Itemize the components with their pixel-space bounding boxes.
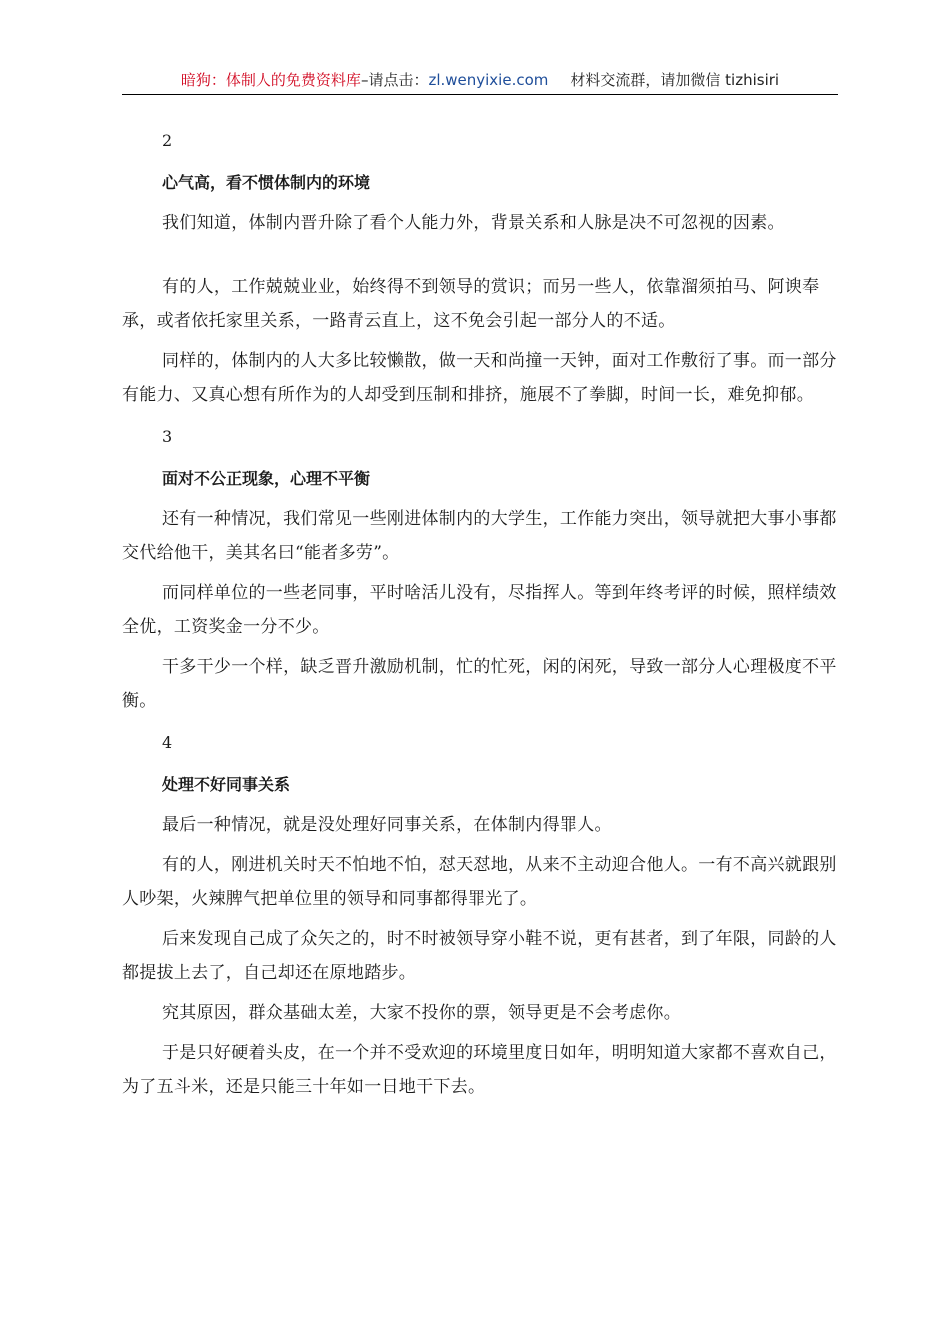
paragraph: 最后一种情况，就是没处理好同事关系，在体制内得罪人。	[162, 815, 612, 835]
paragraph: 还有一种情况，我们常见一些刚进体制内的大学生，工作能力突出，领导就把大事小事都交代给他干，美其名曰“能者多劳”。	[122, 509, 837, 563]
paragraph: 有的人，工作兢兢业业，始终得不到领导的赏识；而另一些人，依靠溜须拍马、阿谀奉承，或者依托家里关系，一路青云直上，这不免会引起一部分人的不适。	[122, 277, 820, 331]
section-heading: 面对不公正现象，心理不平衡	[162, 469, 371, 488]
section-number: 2	[162, 131, 173, 150]
header-contact: 材料交流群，请加微信 tizhisiri	[570, 71, 780, 89]
paragraph: 于是只好硬着头皮，在一个并不受欢迎的环境里度日如年，明明知道大家都不喜欢自己，为了五斗米，还是只能三十年如一日地干下去。	[122, 1043, 837, 1097]
section-number: 3	[162, 427, 173, 446]
document-body	[122, 122, 838, 1110]
paragraph: 究其原因，群众基础太差，大家不投你的票，领导更是不会考虑你。	[162, 1003, 681, 1023]
section-number: 4	[162, 733, 173, 752]
header-url-link[interactable]: zl.wenyixie.com	[428, 71, 549, 89]
paragraph: 我们知道，体制内晋升除了看个人能力外，背景关系和人脉是决不可忽视的因素。	[162, 213, 785, 233]
paragraph: 有的人，刚进机关时天不怕地不怕，怼天怼地，从来不主动迎合他人。一有不高兴就跟别人吵架，火辣脾气把单位里的领导和同事都得罪光了。	[122, 855, 837, 909]
section-heading: 心气高，看不惯体制内的环境	[162, 173, 371, 192]
page-header	[122, 66, 838, 95]
paragraph: 而同样单位的一些老同事，平时啥活儿没有，尽指挥人。等到年终考评的时候，照样绩效全优，工资奖金一分不少。	[122, 583, 837, 637]
header-click-prefix: –请点击：	[360, 71, 429, 89]
paragraph: 同样的，体制内的人大多比较懒散，做一天和尚撞一天钟，面对工作敷衍了事。而一部分有能力、又真心想有所作为的人却受到压制和排挤，施展不了拳脚，时间一长，难免抑郁。	[122, 351, 837, 405]
paragraph: 干多干少一个样，缺乏晋升激励机制，忙的忙死，闲的闲死，导致一部分人心理极度不平衡。	[122, 657, 837, 711]
header-brand: 暗狗：体制人的免费资料库	[180, 71, 361, 89]
section-heading: 处理不好同事关系	[162, 775, 291, 794]
paragraph: 后来发现自己成了众矢之的，时不时被领导穿小鞋不说，更有甚者，到了年限，同龄的人都提拔上去了，自己却还在原地踏步。	[122, 929, 837, 983]
